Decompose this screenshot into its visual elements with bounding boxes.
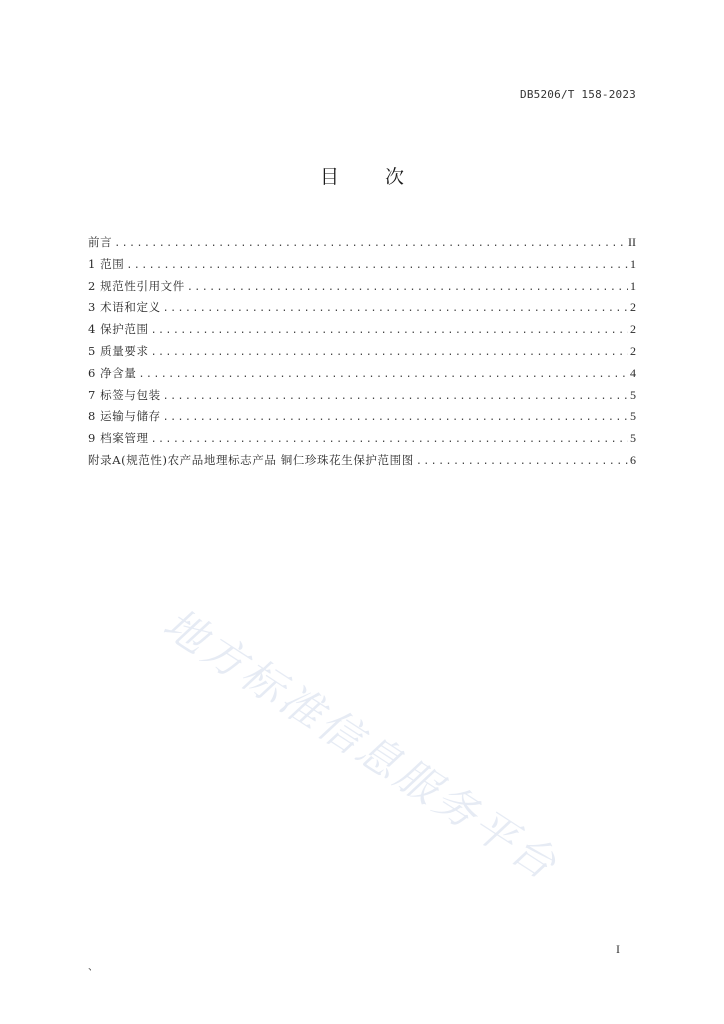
toc-entry-page: 5: [630, 431, 636, 446]
toc-entry-page: 2: [630, 300, 636, 315]
toc-leader-dots: [163, 386, 628, 408]
toc-entry-page: 1: [630, 278, 636, 293]
toc-leader-dots: [138, 364, 628, 386]
page-number: I: [616, 942, 620, 956]
toc-entry-label: 5 质量要求: [88, 343, 149, 358]
toc-entry-terms-definitions[interactable]: [88, 297, 636, 319]
toc-entry-label: 9 档案管理: [88, 431, 149, 446]
toc-entry-label: 8 运输与储存: [88, 409, 161, 424]
toc-entry-net-content[interactable]: [88, 363, 636, 385]
toc-entry-label: 前言: [88, 235, 113, 249]
toc-entry-quality-requirements[interactable]: [88, 341, 636, 363]
toc-leader-dots: [151, 429, 628, 451]
toc-entry-label: 2 规范性引用文件: [88, 278, 185, 293]
toc-leader-dots: [126, 255, 628, 277]
toc-entry-scope[interactable]: [88, 254, 636, 276]
toc-entry-archive-management[interactable]: [88, 428, 636, 450]
toc-entry-label: 1 范围: [88, 256, 125, 271]
toc-entry-foreword[interactable]: [88, 232, 636, 254]
toc-title: 目 次: [319, 166, 425, 188]
toc-leader-dots: [114, 233, 626, 255]
toc-entry-page: 5: [630, 409, 636, 424]
toc-leader-dots: [187, 277, 628, 299]
toc-leader-dots: [151, 342, 628, 364]
toc-entry-page: 5: [630, 387, 636, 402]
toc-entry-page: II: [628, 235, 636, 249]
toc-entry-normative-references[interactable]: [88, 276, 636, 298]
watermark: 地方标准信息服务平台: [154, 598, 568, 891]
toc-entry-appendix-a[interactable]: [88, 450, 636, 472]
toc-entry-label: 7 标签与包装: [88, 387, 161, 402]
toc-leader-dots: [416, 451, 628, 473]
toc-entry-page: 6: [630, 452, 636, 467]
toc-entry-transport-storage[interactable]: [88, 406, 636, 428]
toc-entry-labeling-packaging[interactable]: [88, 385, 636, 407]
toc-entry-label: 4 保护范围: [88, 322, 149, 337]
toc-entry-label: 附录A(规范性)农产品地理标志产品 铜仁珍珠花生保护范围图: [88, 452, 414, 467]
document-code: DB5206/T 158-2023: [520, 88, 636, 101]
toc-entry-label: 6 净含量: [88, 365, 137, 380]
toc-leader-dots: [163, 407, 628, 429]
toc-leader-dots: [163, 298, 628, 320]
toc-entry-page: 2: [630, 322, 636, 337]
toc-entry-protection-scope[interactable]: [88, 319, 636, 341]
corner-mark: 、: [88, 962, 98, 973]
toc-entry-page: 1: [630, 256, 636, 271]
table-of-contents: [88, 232, 636, 472]
toc-entry-page: 4: [630, 365, 636, 380]
toc-entry-label: 3 术语和定义: [88, 300, 161, 315]
toc-entry-page: 2: [630, 343, 636, 358]
toc-leader-dots: [151, 320, 628, 342]
